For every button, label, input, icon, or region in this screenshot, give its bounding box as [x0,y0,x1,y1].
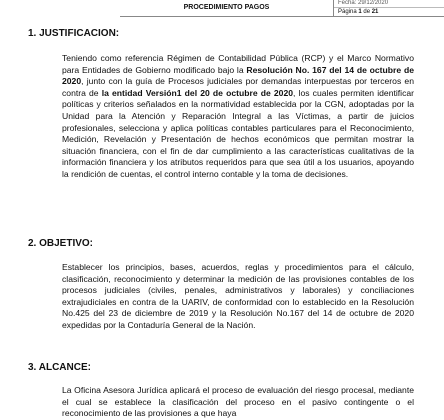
page-indicator: Página 1 de 21 [338,9,379,15]
document-meta [333,0,444,17]
section-heading-alcance: 3. ALCANCE: [28,362,91,373]
section-text-justificacion: Teniendo como referencia Régimen de Contabilidad Pública (RCP) y el Marco Normativo para Entidades de Gobierno modificado bajo la Resolución No. 167 del 14 de octubre de 2020, junto con la guía de Procesos judiciales por demandas interpuestas por terceros en contra de la entidad Versión1 del 20 de octubre de 2020, los cuales permiten identificar políticas y criterios señalados en la normatividad establecida por la CGN, adoptadas por la Unidad para la Atención y Reparación Integral a las Víctimas, a partir de juicios profesionales, selecciona y aplica políticas contables particulares para el Reconocimiento, Medición, Revelación y Presentación de hechos económicos que permitan mostrar la situación financiera, con el fin de dar cumplimiento a las características cualitativas de la información financiera y los atributos requeridos para que sea útil a los usuarios, apoyando la rendición de cuentas, el control interno contable y la toma de decisiones. [62,53,415,179]
document-date: Fecha: 29/12/2020 [334,0,444,8]
section-text-alcance: La Oficina Asesora Jurídica aplicará el proceso de evaluación del riesgo procesal, mediante el cual se establece la clasificación del proceso en el pasivo contingente o el reconocimiento de las provisiones a que haya [62,385,414,419]
document-title: PROCEDIMIENTO PAGOS [120,0,333,17]
document-header [0,0,444,18]
section-text-objetivo: Establecer los principios, bases, acuerdos, reglas y procedimientos para el cálculo, clasificación, reconocimiento y determinar la medición de las provisiones contables de los procesos judiciales (civiles, penales, administrativos y laborales) y conciliaciones extrajudiciales en contra de la UARIV, de conformidad con lo establecido en la Resolución No.425 del 23 de diciembre de 2019 y la Resolución No.167 del 14 de octubre de 2020 expedidas por la Contaduría General de la Nación. [62,262,414,330]
section-heading-objetivo: 2. OBJETIVO: [28,238,94,249]
section-heading-justificacion: 1. JUSTIFICACION: [28,28,120,39]
